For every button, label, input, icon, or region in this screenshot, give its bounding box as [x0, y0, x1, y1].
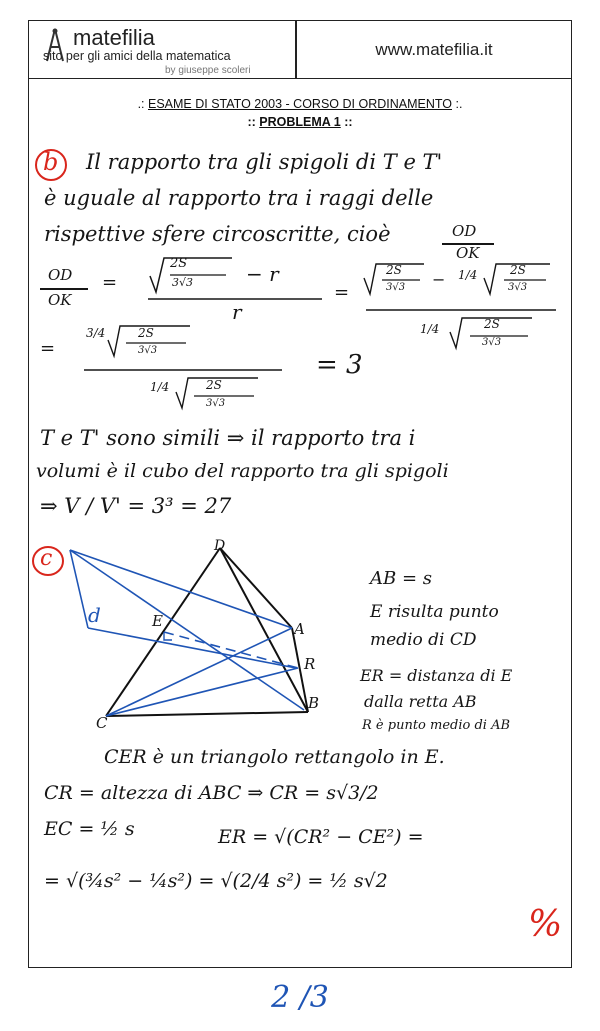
- exam-title: .: ESAME DI STATO 2003 - CORSO DI ORDINAMENTO :.: [137, 97, 463, 111]
- vertex-label-a: A: [294, 620, 305, 638]
- note-line: dalla retta AB: [364, 692, 477, 711]
- text-line: T e T' sono simili ⇒ il rapporto tra i: [40, 426, 416, 450]
- note-line: AB = s: [370, 568, 432, 589]
- math-3root3: 3√3: [138, 345, 158, 356]
- math-3root3: 3√3: [482, 337, 502, 348]
- math-2s: 2S: [138, 326, 154, 340]
- math-frac-1-4: 1/4: [420, 322, 440, 336]
- math-3root3: 3√3: [172, 276, 194, 289]
- section-c-marker: c: [40, 546, 53, 571]
- brand-tagline: sito per gli amici della matematica: [43, 49, 231, 63]
- math-minus-r: − r: [246, 262, 279, 286]
- note-line: ER = distanza di E: [360, 666, 513, 685]
- equals-sign: =: [334, 282, 350, 303]
- volume-ratio: ⇒ V / V' = 3³ = 27: [40, 494, 232, 518]
- vertex-label-r: R: [304, 655, 316, 673]
- math-frac-1-4: 1/4: [458, 268, 478, 282]
- text-line: EC = ½ s: [44, 818, 135, 840]
- fraction-od-top: OD: [452, 222, 477, 240]
- brand-name: matefilia: [73, 25, 155, 50]
- math-frac-1-4: 1/4: [150, 380, 170, 394]
- vertex-label-b: B: [308, 694, 320, 712]
- math-frac-3-4: 3/4: [86, 326, 106, 340]
- math-3root3: 3√3: [508, 282, 528, 293]
- fraction-bar: [40, 288, 88, 290]
- problem-title-text: PROBLEMA 1: [259, 115, 341, 129]
- text-line: = √(¾s² − ¼s²) = √(2/4 s²) = ½ s√2: [44, 870, 388, 892]
- fraction-ok-bottom: OK: [456, 244, 480, 262]
- vertex-label-e: E: [152, 612, 163, 630]
- tetrahedron-diagram: [60, 540, 330, 740]
- math-2s: 2S: [206, 378, 222, 392]
- text-line: ER = √(CR² − CE²) =: [218, 826, 424, 848]
- math-2s: 2S: [484, 317, 500, 331]
- text-line: è uguale al rapporto tra i raggi delle: [44, 186, 434, 210]
- text-line: CR = altezza di ABC ⇒ CR = s√3/2: [44, 782, 379, 804]
- note-line: E risulta punto: [370, 602, 499, 622]
- result-value: = 3: [316, 350, 363, 380]
- header: [29, 21, 571, 79]
- sqrt-expression: [78, 322, 288, 422]
- vertex-label-d: D: [214, 538, 226, 554]
- corner-mark: %: [528, 904, 563, 945]
- note-line: R è punto medio di AB: [362, 718, 511, 733]
- math-3root3: 3√3: [206, 398, 226, 409]
- fraction-od-top: OD: [48, 266, 73, 284]
- text-line: volumi è il cubo del rapporto tra gli spigoli: [36, 460, 449, 482]
- page-number: 2 /3: [271, 980, 329, 1015]
- math-2s: 2S: [386, 263, 402, 277]
- math-r: r: [232, 300, 242, 324]
- text-line: CER è un triangolo rettangolo in E.: [104, 746, 445, 768]
- equals-sign: =: [102, 272, 118, 293]
- note-line: medio di CD: [370, 630, 477, 650]
- brand-byline: by giuseppe scoleri: [165, 65, 251, 76]
- math-2s: 2S: [170, 256, 188, 271]
- math-3root3: 3√3: [386, 282, 406, 293]
- distance-label-d: d: [88, 603, 101, 627]
- math-minus: −: [432, 270, 446, 289]
- fraction-ok-bottom: OK: [48, 291, 72, 309]
- vertex-label-c: C: [96, 714, 108, 732]
- site-url[interactable]: www.matefilia.it: [375, 40, 493, 59]
- text-line: Il rapporto tra gli spigoli di T e T': [86, 150, 443, 174]
- exam-title-text: ESAME DI STATO 2003 - CORSO DI ORDINAMENTO: [148, 97, 452, 111]
- text-line: rispettive sfere circoscritte, cioè: [44, 222, 391, 246]
- problem-title: :: PROBLEMA 1 ::: [247, 115, 353, 129]
- math-2s: 2S: [510, 263, 526, 277]
- section-b-marker: b: [43, 148, 59, 176]
- equals-sign: =: [40, 338, 56, 359]
